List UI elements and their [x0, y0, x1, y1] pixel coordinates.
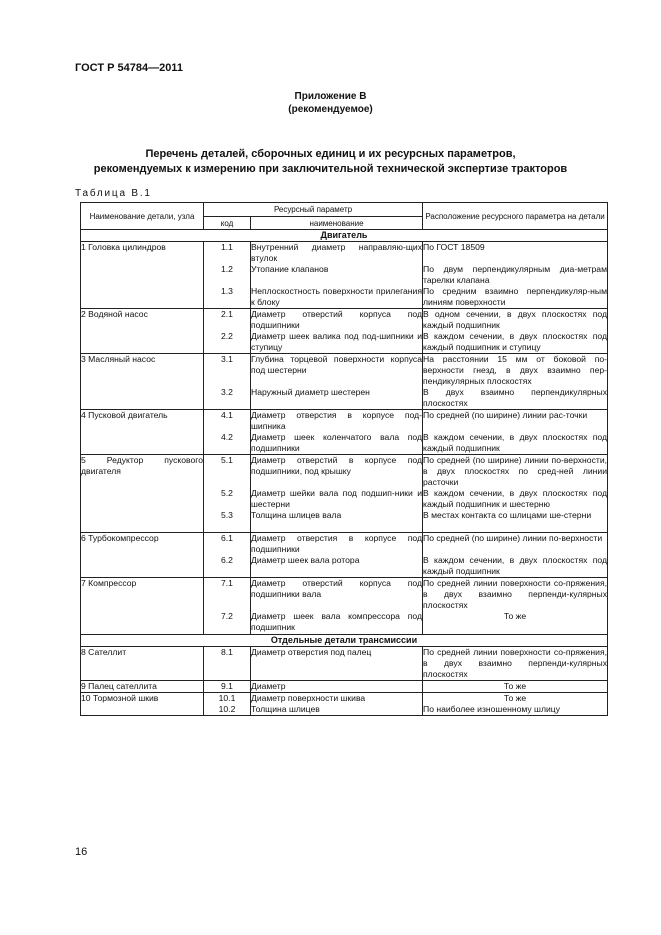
page-number: 16: [75, 846, 88, 858]
param-code: 5.1: [221, 455, 233, 465]
section-row: [81, 635, 608, 647]
param-codes: [204, 242, 251, 309]
param-locations: [423, 309, 608, 354]
param-codes: [204, 410, 251, 455]
param-location: По наиболее изношенному шлицу: [423, 704, 560, 714]
param-name: Диаметр шеек вала ротора: [251, 555, 360, 565]
param-location: По средней (по ширине) линии по-верхности: [423, 533, 603, 543]
param-location: В местах контакта со шлицами ше-стерни: [423, 510, 592, 520]
param-locations: [423, 455, 608, 533]
param-locations: [423, 242, 608, 309]
param-name: Глубина торцевой поверхности корпуса под шестерни: [251, 354, 423, 375]
param-name: Диаметр поверхности шкива: [251, 693, 366, 703]
param-name: Диаметр шеек вала компрессора под подшипник: [251, 611, 423, 632]
param-code: 9.1: [204, 681, 251, 693]
param-name: Диаметр отверстий в корпусе под подшипники, под крышку: [251, 455, 423, 476]
param-name: Диаметр отверстий корпуса под подшипники вала: [251, 578, 423, 599]
param-code: 1.1: [221, 242, 233, 252]
part-name: 4 Пусковой двигатель: [81, 410, 204, 455]
appendix-note: (рекомендуемое): [288, 104, 373, 115]
param-locations: [423, 354, 608, 410]
table-row: [81, 578, 608, 635]
param-location: В каждом сечении, в двух плоскостях под каждый подшипник и ступицу: [423, 331, 608, 352]
table-caption: Таблица В.1: [75, 188, 152, 199]
param-location: В каждом сечении, в двух плоскостях под каждый подшипник и шестерню: [423, 488, 608, 509]
param-codes: [204, 578, 251, 635]
param-code: 2.2: [221, 331, 233, 341]
param-names: [251, 455, 423, 533]
param-name: Диаметр шейки вала под подшип-ники и шестерни: [251, 488, 423, 509]
param-codes: [204, 693, 251, 716]
param-names: [251, 309, 423, 354]
param-names: [251, 410, 423, 455]
param-code: 6.2: [221, 555, 233, 565]
part-name: 9 Палец сателлита: [81, 681, 204, 693]
param-names: [251, 693, 423, 716]
param-code: 10.2: [218, 704, 236, 714]
table-row: [81, 533, 608, 578]
param-code: 7.2: [221, 611, 233, 621]
param-location: В двух взаимно перпендикулярных плоскостях: [423, 387, 608, 408]
param-code: 4.2: [221, 432, 233, 442]
param-name: Диаметр отверстия под палец: [251, 647, 423, 681]
param-locations: [423, 578, 608, 635]
param-names: [251, 354, 423, 410]
table-row: [81, 455, 608, 533]
param-name: Диаметр: [251, 681, 423, 693]
part-name: 7 Компрессор: [81, 578, 204, 635]
param-location: По двум перпендикулярным диа-метрам тарелки клапана: [423, 264, 608, 285]
param-name: Внутренний диаметр направляю-щих втулок: [251, 242, 423, 263]
table-row: [81, 681, 608, 693]
document-title-line-1: Перечень деталей, сборочных единиц и их ресурсных параметров,: [145, 148, 516, 160]
param-codes: [204, 309, 251, 354]
param-location: То же: [423, 681, 608, 693]
standard-number: ГОСТ Р 54784—2011: [75, 62, 183, 74]
param-codes: [204, 533, 251, 578]
param-code: 3.2: [221, 387, 233, 397]
param-location: По средней (по ширине) линии по-верхности, в двух плоскостях по сред-ней линии расточки: [423, 455, 608, 487]
part-name-text: 5 Редуктор пускового двигателя: [81, 455, 203, 476]
param-code: 3.1: [221, 354, 233, 364]
param-code: 2.1: [221, 309, 233, 319]
param-code: 4.1: [221, 410, 233, 420]
appendix-heading: [0, 90, 661, 116]
header-param-group: Ресурсный параметр: [204, 203, 423, 217]
param-name: Неплоскостность поверхности прилегания к блоку: [251, 286, 423, 307]
param-locations: [423, 410, 608, 455]
header-name: наименование: [251, 217, 423, 230]
parts-table: [80, 202, 608, 716]
param-code: 10.1: [218, 693, 236, 703]
param-code: 6.1: [221, 533, 233, 543]
param-names: [251, 578, 423, 635]
param-code: 8.1: [204, 647, 251, 681]
param-code: 1.2: [221, 264, 233, 274]
section-transmission: Отдельные детали трансмиссии: [81, 635, 608, 647]
param-codes: [204, 354, 251, 410]
table-row: [81, 309, 608, 354]
param-location: По средней (по ширине) линии рас-точки: [423, 410, 588, 420]
table-row: [81, 242, 608, 309]
param-locations: [423, 533, 608, 578]
section-engine: Двигатель: [81, 230, 608, 242]
param-name: Диаметр отверстия в корпусе под подшипники: [251, 533, 423, 554]
param-name: Толщина шлицев вала: [251, 510, 342, 520]
param-location: По ГОСТ 18509: [423, 242, 485, 252]
header-location: Расположение ресурсного параметра на детали: [423, 203, 608, 230]
table-row: [81, 693, 608, 716]
param-code: 1.3: [221, 286, 233, 296]
param-location: То же: [503, 693, 527, 703]
table-row: [81, 354, 608, 410]
part-name: [81, 455, 204, 533]
param-code: 5.3: [221, 510, 233, 520]
part-name: 10 Тормозной шкив: [81, 693, 204, 716]
param-names: [251, 533, 423, 578]
param-name: Диаметр отверстий корпуса под подшипники: [251, 309, 423, 330]
param-names: [251, 242, 423, 309]
param-location: В каждом сечении, в двух плоскостях под каждый подшипник: [423, 432, 608, 453]
table-row: [81, 647, 608, 681]
part-name: 3 Масляный насос: [81, 354, 204, 410]
param-name: Диаметр отверстия в корпусе под-шипника: [251, 410, 423, 431]
table-header-row: [81, 203, 608, 217]
param-code: 5.2: [221, 488, 233, 498]
part-name: 1 Головка цилиндров: [81, 242, 204, 309]
table-row: [81, 410, 608, 455]
param-name: Толщина шлицев: [251, 704, 320, 714]
param-location: В одном сечении, в двух плоскостях под каждый подшипник: [423, 309, 608, 330]
param-name: Утопание клапанов: [251, 264, 329, 274]
param-codes: [204, 455, 251, 533]
document-title: [0, 147, 661, 177]
param-name: Диаметр шеек коленчатого вала под подшипники: [251, 432, 423, 453]
param-location: То же: [503, 611, 527, 621]
header-part: Наименование детали, узла: [81, 203, 204, 230]
param-location: На расстоянии 15 мм от боковой по-верхности гнезд, в двух взаимно пер-пендикулярных плоскостях: [423, 354, 608, 386]
param-name: Наружный диаметр шестерен: [251, 387, 370, 397]
document-title-line-2: рекомендуемых к измерению при заключительной технической экспертизе тракторов: [93, 163, 568, 175]
param-locations: [423, 693, 608, 716]
section-row: [81, 230, 608, 242]
part-name: 8 Сателлит: [81, 647, 204, 681]
param-location: По средней линии поверхности со-пряжения, в двух взаимно перпенди-кулярных плоскостях: [423, 647, 608, 679]
part-name: 6 Турбокомпрессор: [81, 533, 204, 578]
param-location: По средней линии поверхности со-пряжения, в двух взаимно перпенди-кулярных плоскостях: [423, 578, 608, 610]
part-name: 2 Водяной насос: [81, 309, 204, 354]
appendix-title: Приложение В: [294, 91, 367, 102]
param-code: 7.1: [221, 578, 233, 588]
header-code: код: [204, 217, 251, 230]
param-name: Диаметр шеек валика под под-шипники и ступицу: [251, 331, 423, 352]
param-location: По средним взаимно перпендикуляр-ным линиям поверхности: [423, 286, 608, 307]
param-location: В каждом сечении, в двух плоскостях под каждый подшипник: [423, 555, 608, 576]
